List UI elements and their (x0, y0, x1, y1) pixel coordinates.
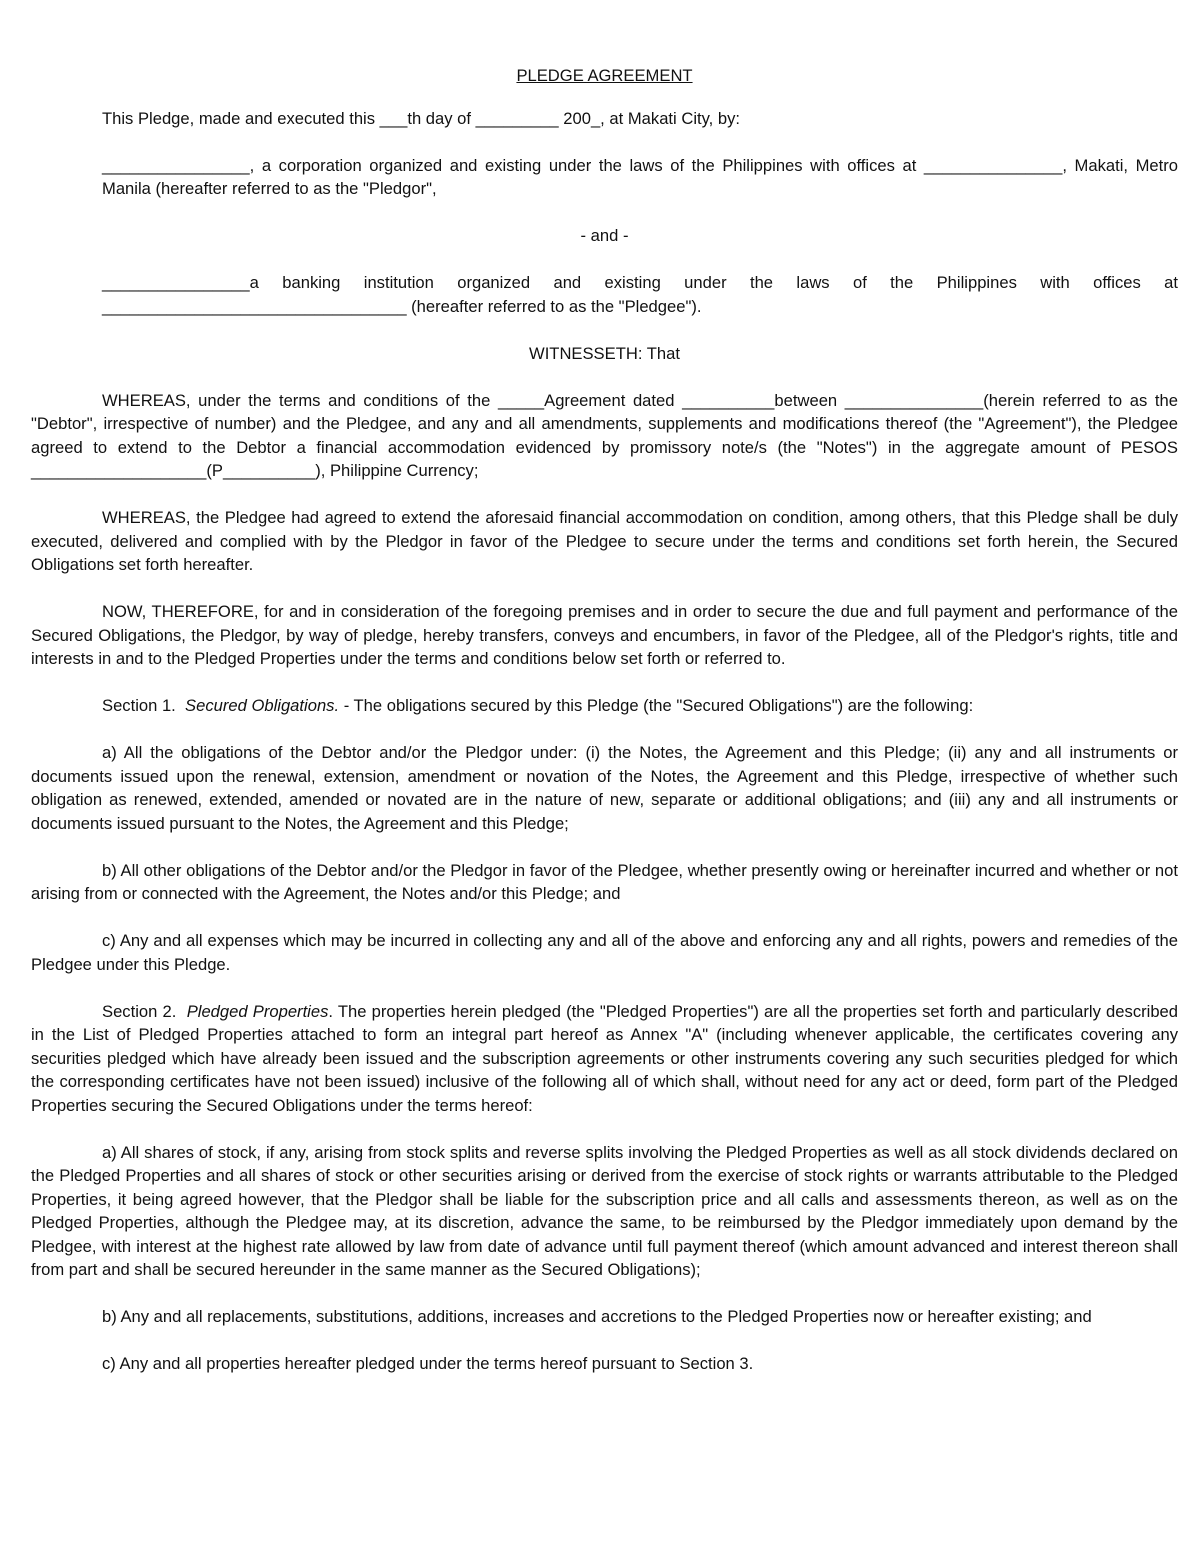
section-1-item-a: a) All the obligations of the Debtor and/or the Pledgor under: (i) the Notes, the Agreement and this Pledge; (ii) any and all instruments or documents issued upon the renewal, extension, amendment or novation of the Notes, the Agreement and this Pledge, irrespective of whether such obligation as renewed, extended, amended or novated are in the nature of new, separate or additional obligations; and (iii) any and all instruments or documents issued pursuant to the Notes, the Agreement and this Pledge; (31, 743, 1178, 833)
section-2-text: . The properties herein pledged (the "Pledged Properties") are all the properties set forth and particularly described in the List of Pledged Properties attached to form an integral part hereof as Annex "A" (including whenever applicable, the certificates covering any securities pledged which have already been issued and the subscription agreements or other instruments covering any such securities pledged for which the corresponding certificates have not been issued) inclusive of the following all of which shall, without need for any act or deed, form part of the Pledged Properties securing the Secured Obligations under the terms hereof: (31, 1001, 1179, 1115)
section-2-item-a: a) All shares of stock, if any, arising from stock splits and reverse splits involving the Pledged Properties as well as all stock dividends declared on the Pledged Properties and all shares of stock or other securities arising or derived from the exercise of stock rights or warrants attributable to the Pledged Properties, it being agreed however, that the Pledgor shall be liable for the subscription price and all calls and assessments thereon, as well as on the Pledged Properties, although the Pledgee may, at its discretion, advance the same, to be reimbursed by the Pledgor immediately upon demand by the Pledgee, with interest at the highest rate allowed by law from date of advance until full payment thereof (which amount advanced and interest thereon shall from part and shall be secured hereunder in the same manner as the Secured Obligations); (31, 1142, 1178, 1279)
now-therefore-paragraph: NOW, THEREFORE, for and in consideration of the foregoing premises and in order to secure the due and full payment and performance of the Secured Obligations, the Pledgor, by way of pledge, hereby transfers, conveys and encumbers, in favor of the Pledgee, all of the Pledgor's rights, title and interests in and to the Pledged Properties under the terms and conditions below set forth or referred to. (31, 602, 1178, 668)
section-1-item-c: c) Any and all expenses which may be incurred in collecting any and all of the above and enforcing any and all rights, powers and remedies of the Pledgee under this Pledge. (31, 931, 1178, 974)
section-2-paragraph (31, 1000, 1178, 1118)
section-1-number: Section 1. (102, 696, 176, 715)
document-title: PLEDGE AGREEMENT (516, 66, 693, 85)
section-1-heading (31, 694, 1178, 718)
witnesseth-heading: WITNESSETH: That (529, 343, 680, 363)
section-2-item-b: b) Any and all replacements, substitutions, additions, increases and accretions to the Pledged Properties now or hereafter existing; and (102, 1307, 1092, 1326)
intro-paragraph: This Pledge, made and executed this ___th day of _________ 200_, at Makati City, by: (102, 108, 741, 128)
pledgor-paragraph: ________________, a corporation organized and existing under the laws of the Philippines with offices at _______________, Makati, Metro Manila (hereafter referred to as the "Pledgor", (102, 155, 1178, 198)
pledgee-paragraph: ________________a banking institution organized and existing under the laws of the Philippines with offices at _________________________________ (hereafter referred to as the "Pledgee"). (102, 273, 1178, 316)
and-separator: - and - (580, 226, 629, 245)
section-1-item-b: b) All other obligations of the Debtor and/or the Pledgor in favor of the Pledgee, whether presently owing or hereinafter incurred and whether or not arising from or connected with the Agreement, the Notes and/or this Pledge; and (31, 860, 1178, 903)
whereas-paragraph-2: WHEREAS, the Pledgee had agreed to extend the aforesaid financial accommodation on condition, among others, that this Pledge shall be duly executed, delivered and complied with by the Pledgor in favor of the Pledgee to secure under the terms and conditions set forth herein, the Secured Obligations set forth hereafter. (31, 508, 1178, 574)
section-2-item-c: c) Any and all properties hereafter pledged under the terms hereof pursuant to Section 3. (102, 1354, 754, 1373)
section-2-number: Section 2. (102, 1001, 177, 1021)
section-2-title: Pledged Properties (186, 1001, 329, 1021)
whereas-paragraph-1: WHEREAS, under the terms and conditions of the _____Agreement dated __________between _______________(herein referred to as the "Debtor", irrespective of number) and the Pledgee, and any and all amendments, supplements and modifications thereof (the "Agreement"), the Pledgee agreed to extend to the Debtor a financial accommodation evidenced by promissory note/s (the "Notes") in the aggregate amount of PESOS ___________________(P__________), Philippine Currency; (31, 390, 1178, 480)
section-1-text: - The obligations secured by this Pledge (the "Secured Obligations") are the following: (339, 696, 974, 715)
section-1-title: Secured Obligations. (185, 696, 340, 715)
